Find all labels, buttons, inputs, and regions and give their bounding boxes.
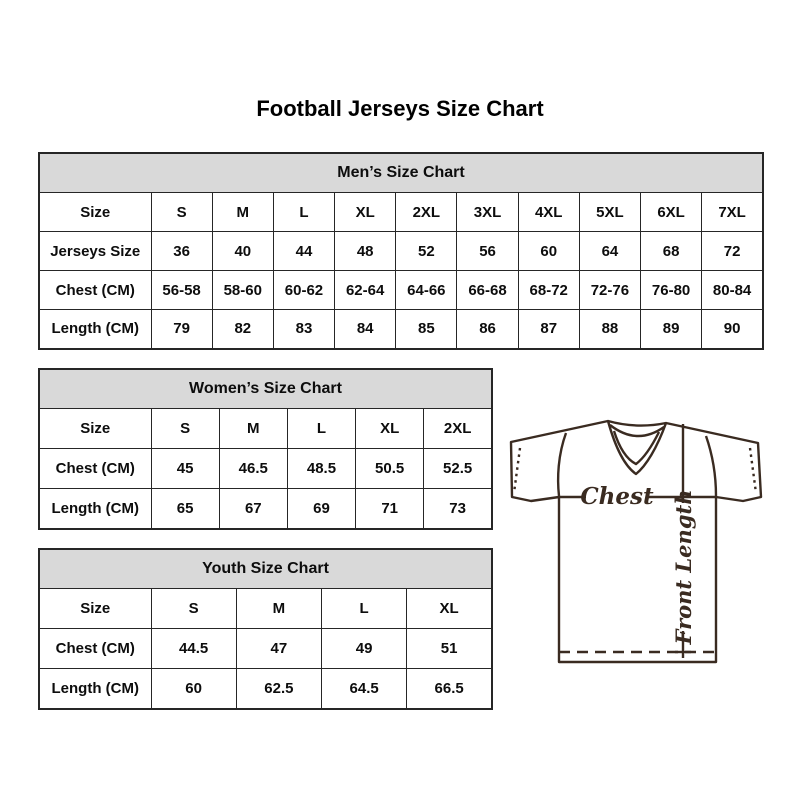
table-cell: 6XL [641,193,702,232]
table-cell: 7XL [702,193,763,232]
table-cell: 45 [151,449,219,489]
row-label: Length (CM) [39,669,151,709]
table-cell: 88 [579,310,640,349]
table-cell: 48.5 [287,449,355,489]
table-cell: 76-80 [641,271,702,310]
table-cell: 66.5 [407,669,492,709]
table-cell: L [273,193,334,232]
table-cell: 44 [273,232,334,271]
row-label: Length (CM) [39,310,151,349]
youth-table-title: Youth Size Chart [39,549,492,589]
row-label: Length (CM) [39,489,151,529]
table-cell: 68 [641,232,702,271]
table-cell: 82 [212,310,273,349]
table-cell: 73 [424,489,492,529]
table-cell: XL [335,193,396,232]
table-cell: M [212,193,273,232]
table-cell: 52.5 [424,449,492,489]
table-cell: 87 [518,310,579,349]
table-cell: 5XL [579,193,640,232]
womens-size-table [38,368,493,530]
table-cell: 40 [212,232,273,271]
armhole-seam-left [558,433,566,496]
table-cell: M [219,409,287,449]
table-cell: XL [356,409,424,449]
table-cell: 89 [641,310,702,349]
table-cell: 64.5 [322,669,407,709]
mens-table-title: Men’s Size Chart [39,153,763,193]
row-label: Size [39,193,151,232]
table-cell: 36 [151,232,212,271]
table-cell: 67 [219,489,287,529]
table-cell: 60 [518,232,579,271]
womens-size-chart-table [38,368,493,530]
front-length-label: Front Length [671,489,696,645]
mens-size-chart-table [38,152,764,350]
womens-table-title: Women’s Size Chart [39,369,492,409]
row-label: Chest (CM) [39,271,151,310]
table-cell: 51 [407,629,492,669]
table-cell: 62-64 [335,271,396,310]
chest-label: Chest [580,483,654,510]
table-cell: 83 [273,310,334,349]
table-cell: 64-66 [396,271,457,310]
table-cell: 80-84 [702,271,763,310]
table-cell: M [236,589,321,629]
youth-size-chart-table [38,548,493,710]
table-cell: 56-58 [151,271,212,310]
table-cell: 69 [287,489,355,529]
jersey-measurement-diagram [498,400,772,692]
table-cell: 49 [322,629,407,669]
page-title: Football Jerseys Size Chart [256,96,544,121]
table-cell: 48 [335,232,396,271]
youth-size-table [38,548,493,710]
table-cell: 62.5 [236,669,321,709]
table-cell: 50.5 [356,449,424,489]
table-cell: 79 [151,310,212,349]
table-cell: 65 [151,489,219,529]
table-cell: L [287,409,355,449]
table-cell: 47 [236,629,321,669]
table-cell: L [322,589,407,629]
table-cell: 86 [457,310,518,349]
row-label: Size [39,589,151,629]
table-cell: 2XL [424,409,492,449]
jersey-outline [511,421,761,662]
table-cell: 66-68 [457,271,518,310]
sleeve-dash-right [750,448,756,493]
table-cell: S [151,409,219,449]
table-cell: 46.5 [219,449,287,489]
table-cell: 56 [457,232,518,271]
table-cell: 60 [151,669,236,709]
table-cell: 84 [335,310,396,349]
table-cell: S [151,193,212,232]
table-cell: S [151,589,236,629]
table-cell: 68-72 [518,271,579,310]
table-cell: 60-62 [273,271,334,310]
table-cell: XL [407,589,492,629]
sleeve-dash-left [514,448,520,493]
table-cell: 52 [396,232,457,271]
table-cell: 2XL [396,193,457,232]
table-cell: 71 [356,489,424,529]
row-label: Size [39,409,151,449]
table-cell: 64 [579,232,640,271]
table-cell: 85 [396,310,457,349]
table-cell: 3XL [457,193,518,232]
row-label: Chest (CM) [39,449,151,489]
mens-size-table [38,152,764,350]
table-cell: 72-76 [579,271,640,310]
table-cell: 90 [702,310,763,349]
table-cell: 72 [702,232,763,271]
table-cell: 44.5 [151,629,236,669]
table-cell: 4XL [518,193,579,232]
armhole-seam-right [706,436,716,496]
row-label: Jerseys Size [39,232,151,271]
row-label: Chest (CM) [39,629,151,669]
table-cell: 58-60 [212,271,273,310]
